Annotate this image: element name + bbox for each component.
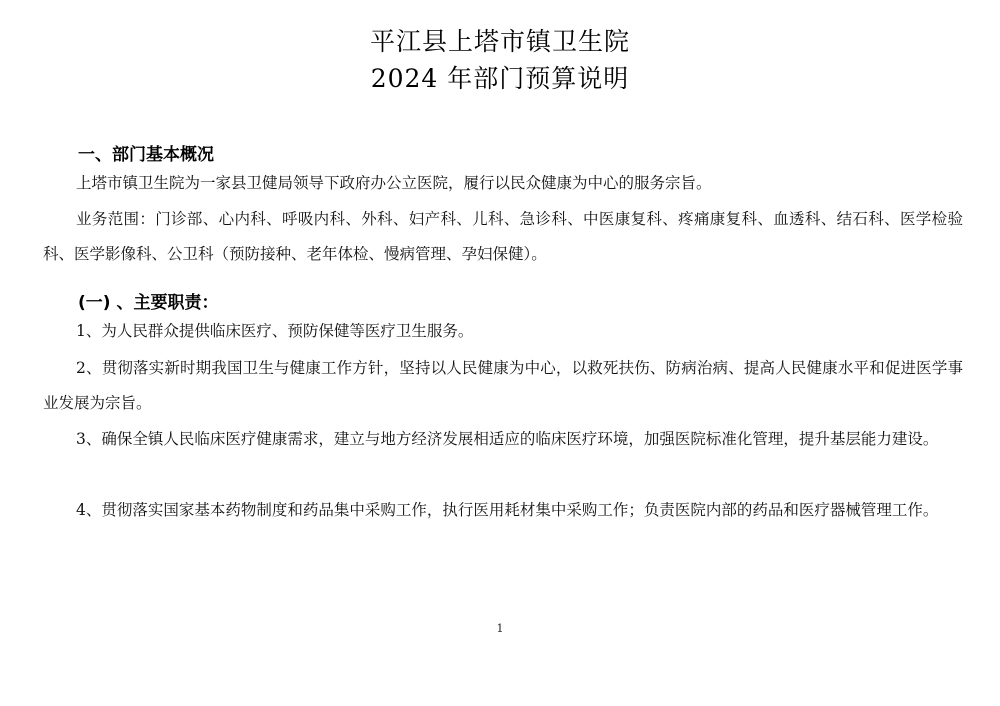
page-number: 1: [496, 622, 504, 635]
document-title-line2: 2024 年部门预算说明: [370, 64, 630, 93]
section1-intro-paragraph: 上塔市镇卫生院为一家县卫健局领导下政府办公立医院，履行以民众健康为中心的服务宗旨。: [76, 174, 712, 192]
section1-heading: 一、部门基本概况: [78, 145, 214, 165]
duty-item-4: 4、贯彻落实国家基本药物制度和药品集中采购工作，执行医用耗材集中采购工作；负责医院内部的药品和医疗器械管理工作。: [76, 501, 939, 519]
duty-item-3: 3、确保全镇人民临床医疗健康需求，建立与地方经济发展相适应的临床医疗环境，加强医院标准化管理，提升基层能力建设。: [76, 430, 939, 448]
duty-item-1: 1、为人民群众提供临床医疗、预防保健等医疗卫生服务。: [76, 322, 474, 340]
document-title-line1: 平江县上塔市镇卫生院: [369, 27, 630, 56]
duty-item-2: 2、贯彻落实新时期我国卫生与健康工作方针，坚持以人民健康为中心，以救死扶伤、防病治病、提高人民健康水平和促进医学事业发展为宗旨。: [43, 359, 963, 412]
section1-scope-paragraph: 业务范围：门诊部、心内科、呼吸内科、外科、妇产科、儿科、急诊科、中医康复科、疼痛康复科、血透科、结石科、医学检验科、医学影像科、公卫科（预防接种、老年体检、慢病管理、孕妇保健）。: [43, 210, 963, 263]
section2-heading: (一) 、主要职责：: [78, 293, 219, 313]
